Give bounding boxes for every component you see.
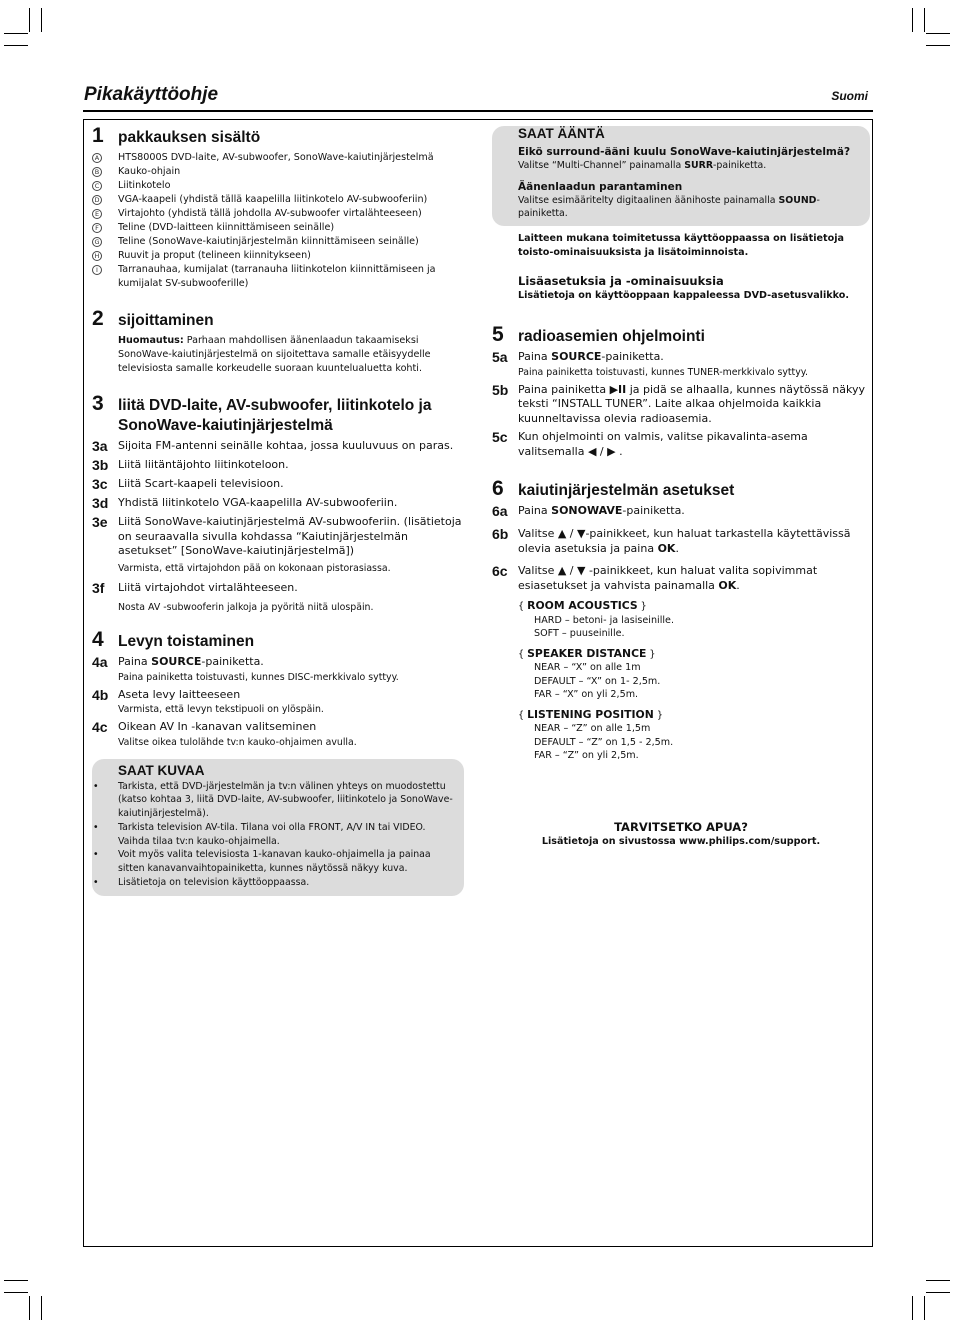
crop-mark	[41, 1296, 42, 1320]
section-title: Levyn toistaminen	[118, 633, 255, 650]
step-3f	[92, 581, 464, 615]
step-subtext: Varmista, että virtajohdon pää on kokonaan pistorasiassa.	[118, 562, 391, 574]
crop-mark	[924, 8, 925, 32]
option-line: DEFAULT – “X” on 1- 2,5m.	[534, 675, 661, 687]
button-name: SONOWAVE	[551, 504, 623, 517]
list-item	[92, 193, 464, 207]
option-group-distance: { SPEAKER DISTANCE } NEAR – “X” on alle 1m DEFAULT – “X” on 1- 2,5m. FAR – “X” on yli 2,5m.	[518, 647, 870, 702]
option-group-room: { ROOM ACOUSTICS } HARD – betoni- ja lasiseinille. SOFT – puuseinille.	[518, 599, 870, 641]
section-radio	[492, 323, 870, 459]
step-6a	[492, 504, 870, 519]
step-text: Paina SOURCE-painiketta.	[118, 655, 264, 668]
bullet-item: • Voit myös valita televisiosta 1-kanavan kauko-ohjaimella ja painaa sitten kanavanvaihtopainiketta, kunnes näytössä näkyy kuva.	[118, 848, 454, 876]
left-column	[92, 124, 464, 896]
step-text: Liitä Scart-kaapeli televisioon.	[118, 477, 284, 490]
page-title: Pikakäyttöohje	[84, 84, 219, 105]
list-item	[92, 235, 464, 249]
button-name: SURR	[684, 160, 714, 171]
step-number: 4c	[92, 719, 108, 735]
section-title: liitä DVD-laite, AV-subwoofer, liitinkotelo ja SonoWave-kaiutinjärjestelmä	[118, 397, 432, 434]
step-6b	[492, 527, 870, 556]
option-line: HARD – betoni- ja lasiseinille.	[534, 614, 675, 626]
step-5b	[492, 383, 870, 427]
item-text: Virtajohto (yhdistä tällä johdolla AV-subwoofer virtalähteeseen)	[118, 208, 422, 219]
item-text: Teline (DVD-laitteen kiinnittämiseen seinälle)	[118, 222, 335, 233]
play-pause-icon: ▶II	[609, 382, 627, 396]
section-title: kaiutinjärjestelmän asetukset	[518, 482, 735, 499]
button-name: OK	[718, 578, 737, 592]
step-number: 6b	[492, 526, 509, 542]
step-number: 5c	[492, 429, 508, 445]
box-answer: Valitse “Multi-Channel” painamalla SURR-painiketta.	[518, 160, 767, 171]
section-connect	[92, 392, 464, 614]
option-group-position: { LISTENING POSITION } NEAR – “Z” on alle 1,5m DEFAULT – “Z” on 1,5 - 2,5m. FAR – “Z” on yli 2,5m.	[518, 708, 870, 763]
section-number: 1	[92, 124, 104, 147]
letter-badge: I	[92, 265, 102, 275]
option-line: DEFAULT – “Z” on 1,5 - 2,5m.	[534, 736, 674, 748]
bullet-item: • Lisätietoja on television käyttöoppaassa.	[118, 876, 454, 890]
section-title: radioasemien ohjelmointi	[518, 328, 705, 345]
step-6c	[492, 564, 870, 593]
section-number: 5	[492, 323, 504, 346]
step-number: 3c	[92, 476, 108, 492]
crop-mark	[926, 45, 950, 46]
step-3e	[92, 515, 464, 575]
option-line: NEAR – “X” on alle 1m	[534, 662, 641, 673]
list-item	[92, 207, 464, 221]
item-text: Liitinkotelo	[118, 180, 171, 191]
step-text: Paina painiketta ▶II ja pidä se alhaalla, kunnes näytössä näkyy teksti “INSTALL TUNER”. Laite alkaa ohjelmoida kaikkia kuunneltavissa olevia radioasemia.	[518, 382, 865, 425]
crop-mark	[29, 8, 30, 32]
crop-mark	[29, 1296, 30, 1320]
step-number: 6c	[492, 563, 508, 579]
bullet-item: • Tarkista television AV-tila. Tilana voi olla FRONT, A/V IN tai VIDEO. Vaihda tilaa tv:n kauko-ohjaimella.	[118, 821, 454, 849]
crop-mark	[926, 1292, 950, 1293]
section-playback	[92, 628, 464, 749]
section-speakers	[492, 477, 870, 763]
list-item	[92, 151, 464, 165]
step-4a	[92, 655, 464, 684]
section-title: sijoittaminen	[118, 312, 214, 329]
item-text: Ruuvit ja proput (telineen kiinnitykseen)	[118, 250, 311, 261]
crop-mark	[4, 45, 28, 46]
list-item	[92, 263, 464, 291]
list-item	[92, 179, 464, 193]
section-title: pakkauksen sisältö	[118, 129, 261, 146]
letter-badge: C	[92, 181, 102, 191]
box-answer: Valitse esimääritelty digitaalinen äänihoste painamalla SOUND-painiketta.	[518, 195, 820, 219]
step-subtext: Varmista, että levyn tekstipuoli on ylöspäin.	[118, 704, 324, 715]
step-subtext: Valitse oikea tulolähde tv:n kauko-ohjaimen avulla.	[118, 736, 357, 748]
option-line: NEAR – “Z” on alle 1,5m	[534, 723, 651, 734]
crop-mark	[912, 1296, 913, 1320]
crop-mark	[4, 1280, 28, 1281]
step-number: 4a	[92, 654, 108, 670]
section-contents	[92, 124, 464, 291]
step-text: Valitse ▲ / ▼ -painikkeet, kun haluat valita sopivimmat esiasetukset ja vahvista painamalla OK.	[518, 564, 818, 592]
crop-mark	[4, 1292, 28, 1293]
step-text: Oikean AV In -kanavan valitseminen	[118, 720, 317, 733]
item-text: Teline (SonoWave-kaiutinjärjestelmän kiinnittämiseen seinälle)	[118, 236, 419, 247]
step-number: 3a	[92, 438, 108, 454]
step-subtext: Nosta AV -subwooferin jalkoja ja pyöritä niitä ulospäin.	[118, 602, 374, 613]
section-number: 6	[492, 477, 504, 500]
list-item	[92, 165, 464, 179]
box-title: SAAT KUVAA	[118, 762, 205, 778]
step-subtext: Paina painiketta toistuvasti, kunnes DISC-merkkivalo syttyy.	[118, 671, 399, 683]
step-3c	[92, 477, 464, 492]
step-number: 3b	[92, 457, 109, 473]
option-title: SPEAKER DISTANCE	[527, 646, 647, 660]
step-subtext: Paina painiketta toistuvasti, kunnes TUNER-merkkivalo syttyy.	[518, 366, 808, 378]
step-text: Paina SONOWAVE-painiketta.	[518, 504, 685, 517]
option-title: LISTENING POSITION	[527, 707, 654, 721]
option-title: ROOM ACOUSTICS	[527, 599, 638, 612]
tip-box-picture	[92, 759, 464, 896]
info-paragraph: Lisätietoja on käyttöoppaan kappaleessa DVD-asetusvalikko.	[518, 290, 849, 301]
step-text: Yhdistä liitinkotelo VGA-kaapelilla AV-subwooferiin.	[118, 496, 398, 509]
step-text: Liitä SonoWave-kaiutinjärjestelmä AV-subwooferiin. (lisätietoja on seuraavalla sivulla kohdassa “Kaiutinjärjestelmän asetukset” [SonoWave-kaiutinjärjestelmä])	[118, 515, 462, 557]
note-label: Huomautus:	[118, 335, 184, 346]
button-name: SOURCE	[551, 350, 602, 363]
button-name: OK	[657, 541, 676, 555]
step-3a	[92, 439, 464, 454]
section-number: 3	[92, 392, 104, 415]
language-label: Suomi	[831, 89, 868, 103]
item-text: Tarranauhaa, kumijalat (tarranauha liitinkotelon kiinnittämiseen ja kumijalat SV-subwooferille)	[118, 264, 436, 289]
button-name: SOURCE	[151, 655, 202, 668]
help-title: TARVITSETKO APUA?	[614, 820, 748, 834]
list-item	[92, 249, 464, 263]
step-text: Liitä virtajohdot virtalähteeseen.	[118, 580, 298, 594]
help-block	[492, 820, 870, 848]
step-number: 3f	[92, 579, 105, 596]
list-item	[92, 221, 464, 235]
header-rule	[83, 110, 873, 112]
step-text: Paina SOURCE-painiketta.	[518, 350, 664, 363]
option-line: SOFT – puuseinille.	[534, 628, 625, 639]
letter-badge: B	[92, 167, 102, 177]
step-3b	[92, 458, 464, 473]
tip-box-sound	[492, 126, 870, 226]
crop-mark	[926, 1280, 950, 1281]
info-paragraph: Laitteen mukana toimitetussa käyttöoppaassa on lisätietoja toisto-ominaisuuksista ja lisätoiminnoista.	[518, 233, 844, 258]
step-number: 3e	[92, 514, 108, 530]
option-line: FAR – “X” on yli 2,5m.	[534, 689, 639, 700]
step-text: Aseta levy laitteeseen	[118, 687, 241, 701]
item-text: VGA-kaapeli (yhdistä tällä kaapelilla liitinkotelo AV-subwooferiin)	[118, 194, 428, 205]
note-text: Parhaan mahdollisen äänenlaadun takaamiseksi SonoWave-kaiutinjärjestelmä on sijoitettava samalle etäisyydelle televisiosta samalle korkeudelle suoraan kuuntelualuetta kohti.	[118, 335, 431, 374]
step-3d	[92, 496, 464, 511]
item-text: HTS8000S DVD-laite, AV-subwoofer, SonoWave-kaiutinjärjestelmä	[118, 152, 434, 163]
letter-badge: E	[92, 209, 102, 219]
step-text: Kun ohjelmointi on valmis, valitse pikavalinta-asema valitsemalla ◀ / ▶ .	[518, 430, 808, 458]
section-number: 2	[92, 307, 104, 330]
crop-mark	[912, 8, 913, 32]
letter-badge: F	[92, 223, 102, 233]
item-text: Kauko-ohjain	[118, 166, 181, 177]
letter-badge: G	[92, 237, 102, 247]
box-question: Äänenlaadun parantaminen	[518, 181, 683, 193]
step-number: 3d	[92, 495, 109, 511]
step-number: 5b	[492, 381, 509, 398]
step-text: Liitä liitäntäjohto liitinkoteloon.	[118, 458, 289, 471]
step-4b	[92, 688, 464, 717]
box-title: SAAT ÄÄNTÄ	[518, 126, 605, 141]
step-text: Valitse ▲ / ▼-painikkeet, kun haluat tarkastella käytettävissä olevia asetuksia ja paina OK.	[518, 527, 851, 555]
right-column	[492, 126, 870, 773]
step-5c	[492, 430, 870, 459]
step-number: 5a	[492, 349, 508, 365]
crop-mark	[4, 33, 28, 34]
step-number: 4b	[92, 686, 109, 703]
crop-mark	[41, 8, 42, 32]
section-placement	[92, 307, 464, 376]
help-text: Lisätietoja on sivustossa www.philips.com/support.	[541, 836, 821, 847]
letter-badge: A	[92, 153, 102, 163]
crop-mark	[924, 1296, 925, 1320]
section-number: 4	[92, 628, 104, 651]
bullet-item: • Tarkista, että DVD-järjestelmän ja tv:n välinen yhteys on muodostettu (katso kohtaa 3, liitä DVD-laite, AV-subwoofer, liitinkotelo ja SonoWave-kaiutinjärjestelmä).	[118, 780, 454, 821]
button-name: SOUND	[778, 195, 817, 206]
info-title: Lisäasetuksia ja -ominaisuuksia	[518, 274, 724, 288]
letter-badge: H	[92, 251, 102, 261]
letter-badge: D	[92, 195, 102, 205]
note-paragraph	[118, 334, 464, 376]
step-text: Sijoita FM-antenni seinälle kohtaa, jossa kuuluvuus on paras.	[118, 439, 454, 452]
step-5a	[492, 350, 870, 379]
box-question: Eikö surround-ääni kuulu SonoWave-kaiutinjärjestelmä?	[518, 146, 851, 158]
option-line: FAR – “Z” on yli 2,5m.	[534, 750, 639, 761]
crop-mark	[926, 33, 950, 34]
step-4c	[92, 720, 464, 749]
step-number: 6a	[492, 503, 508, 519]
